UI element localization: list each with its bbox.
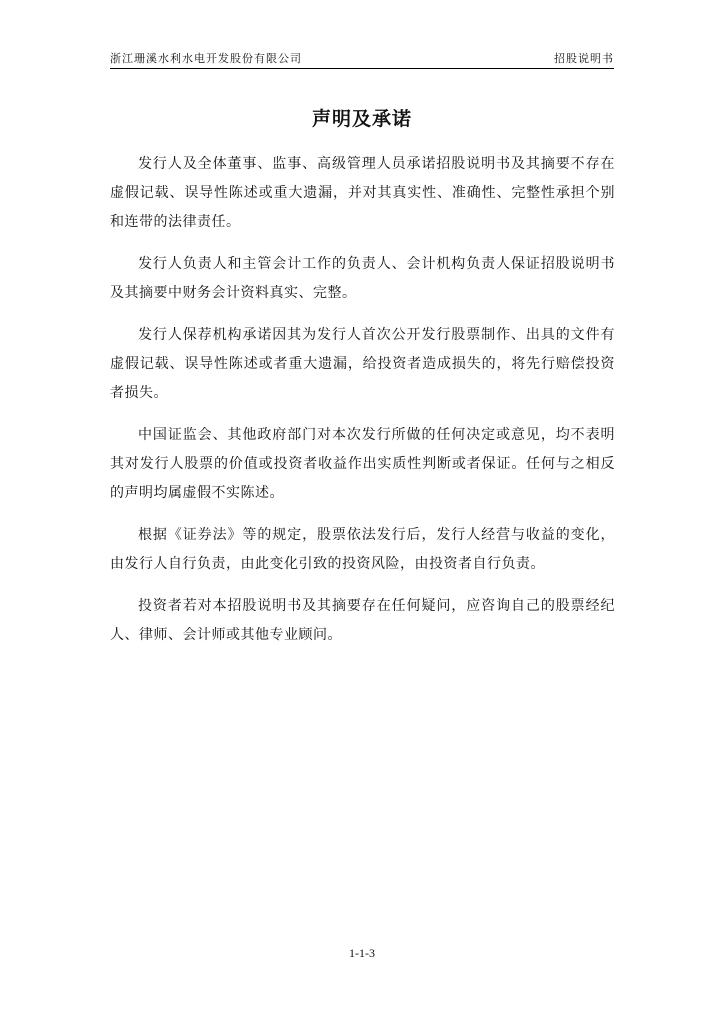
page-number: 1-1-3 — [349, 946, 375, 960]
paragraph-securities-law: 根据《证券法》等的规定，股票依法发行后，发行人经营与收益的变化，由发行人自行负责，由此变化引致的投资风险，由投资者自行负责。 — [110, 527, 615, 572]
paragraph-directors-commitment: 发行人及全体董事、监事、高级管理人员承诺招股说明书及其摘要不存在虚假记载、误导性陈述或重大遗漏，并对其真实性、准确性、完整性承担个别和连带的法律责任。 — [110, 156, 615, 230]
paragraph-financial-guarantee: 发行人负责人和主管会计工作的负责人、会计机构负责人保证招股说明书及其摘要中财务会计资料真实、完整。 — [110, 256, 615, 301]
page-title: 声明及承诺 — [311, 108, 412, 130]
paragraph-csrc-disclaimer: 中国证监会、其他政府部门对本次发行所做的任何决定或意见，均不表明其对发行人股票的价值或投资者收益作出实质性判断或者保证。任何与之相反的声明均属虚假不实陈述。 — [110, 427, 615, 501]
declaration-body — [110, 150, 615, 663]
header-document-type: 招股说明书 — [554, 52, 614, 65]
paragraph-sponsor-commitment: 发行人保荐机构承诺因其为发行人首次公开发行股票制作、出具的文件有虚假记载、误导性陈述或者重大遗漏，给投资者造成损失的，将先行赔偿投资者损失。 — [110, 327, 615, 401]
header-company-name: 浙江珊溪水利水电开发股份有限公司 — [110, 52, 302, 65]
page-header — [110, 48, 614, 69]
paragraph-investor-advice: 投资者若对本招股说明书及其摘要存在任何疑问，应咨询自己的股票经纪人、律师、会计师或其他专业顾问。 — [110, 598, 615, 643]
